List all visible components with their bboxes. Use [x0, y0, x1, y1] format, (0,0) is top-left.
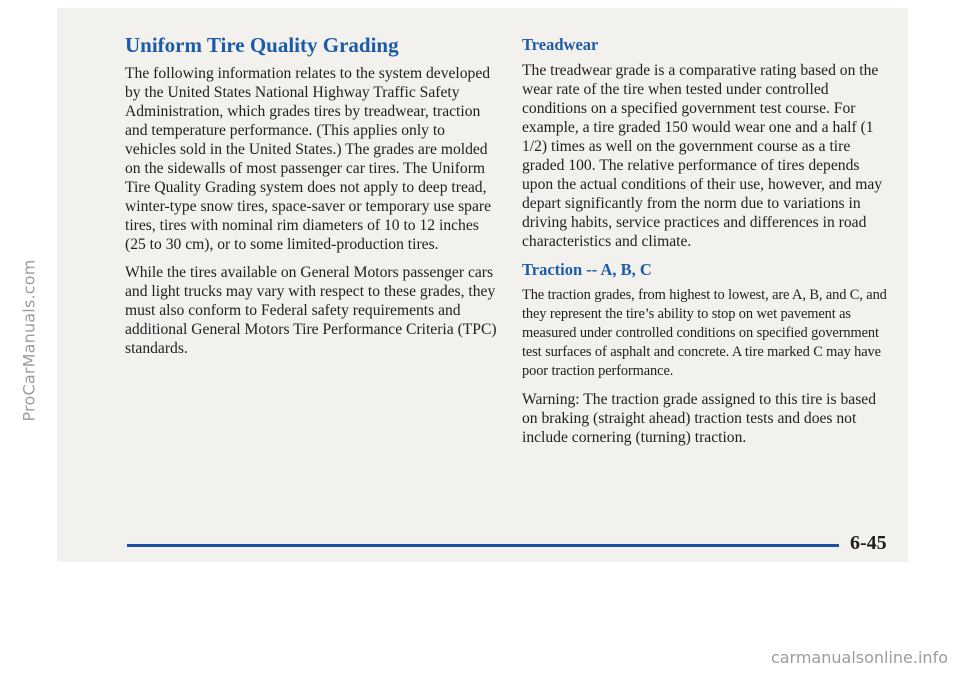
gm-standards-paragraph: While the tires available on General Motors passenger cars and light trucks may vary with respect to these grades, they must also conform to Federal safety requirements and additional General Motors Tire Performance Criteria (TPC) standards.: [125, 264, 497, 357]
treadwear-heading: Treadwear: [522, 35, 599, 54]
treadwear-paragraph: The treadwear grade is a comparative rating based on the wear rate of the tire when tested under controlled conditions on a specified government test course. For example, a tire graded 150 would wear one and a half (1 1/2) times as well on the government course as a tire graded 100. The relative performance of tires depends upon the actual conditions of their use, however, and may depart significantly from the norm due to variations in driving habits, service practices and differences in road characteristics and climate.: [522, 62, 883, 250]
side-watermark: [18, 60, 40, 620]
side-watermark-text: ProCarManuals.com: [19, 258, 39, 422]
right-column: [522, 32, 892, 456]
intro-paragraph: The following information relates to the system developed by the United States National Highway Traffic Safety Administration, which grades tires by treadwear, traction and temperature performance. (This applies only to vehicles sold in the United States.) The grades are molded on the sidewalls of most passenger car tires. The Uniform Tire Quality Grading system does not apply to deep tread, winter-type snow tires, space-saver or temporary use spare tires, tires with nominal rim diameters of 10 to 12 inches (25 to 30 cm), or to some limited-production tires.: [125, 65, 492, 253]
page-number: 6-45: [850, 532, 887, 554]
traction-warning-paragraph: Warning: The traction grade assigned to this tire is based on braking (straight ahead) traction tests and does not include cornering (turning) traction.: [522, 391, 876, 446]
traction-paragraph: The traction grades, from highest to lowest, are A, B, and C, and they represent the tire’s ability to stop on wet pavement as measured under controlled conditions on specified government test surfaces of asphalt and concrete. A tire marked C may have poor traction performance.: [522, 287, 887, 379]
section-title: Uniform Tire Quality Grading: [125, 33, 399, 57]
footer-watermark: carmanualsonline.info: [770, 648, 948, 667]
left-column: [125, 32, 497, 367]
traction-heading: Traction -- A, B, C: [522, 260, 652, 279]
footer-rule: [127, 544, 839, 547]
